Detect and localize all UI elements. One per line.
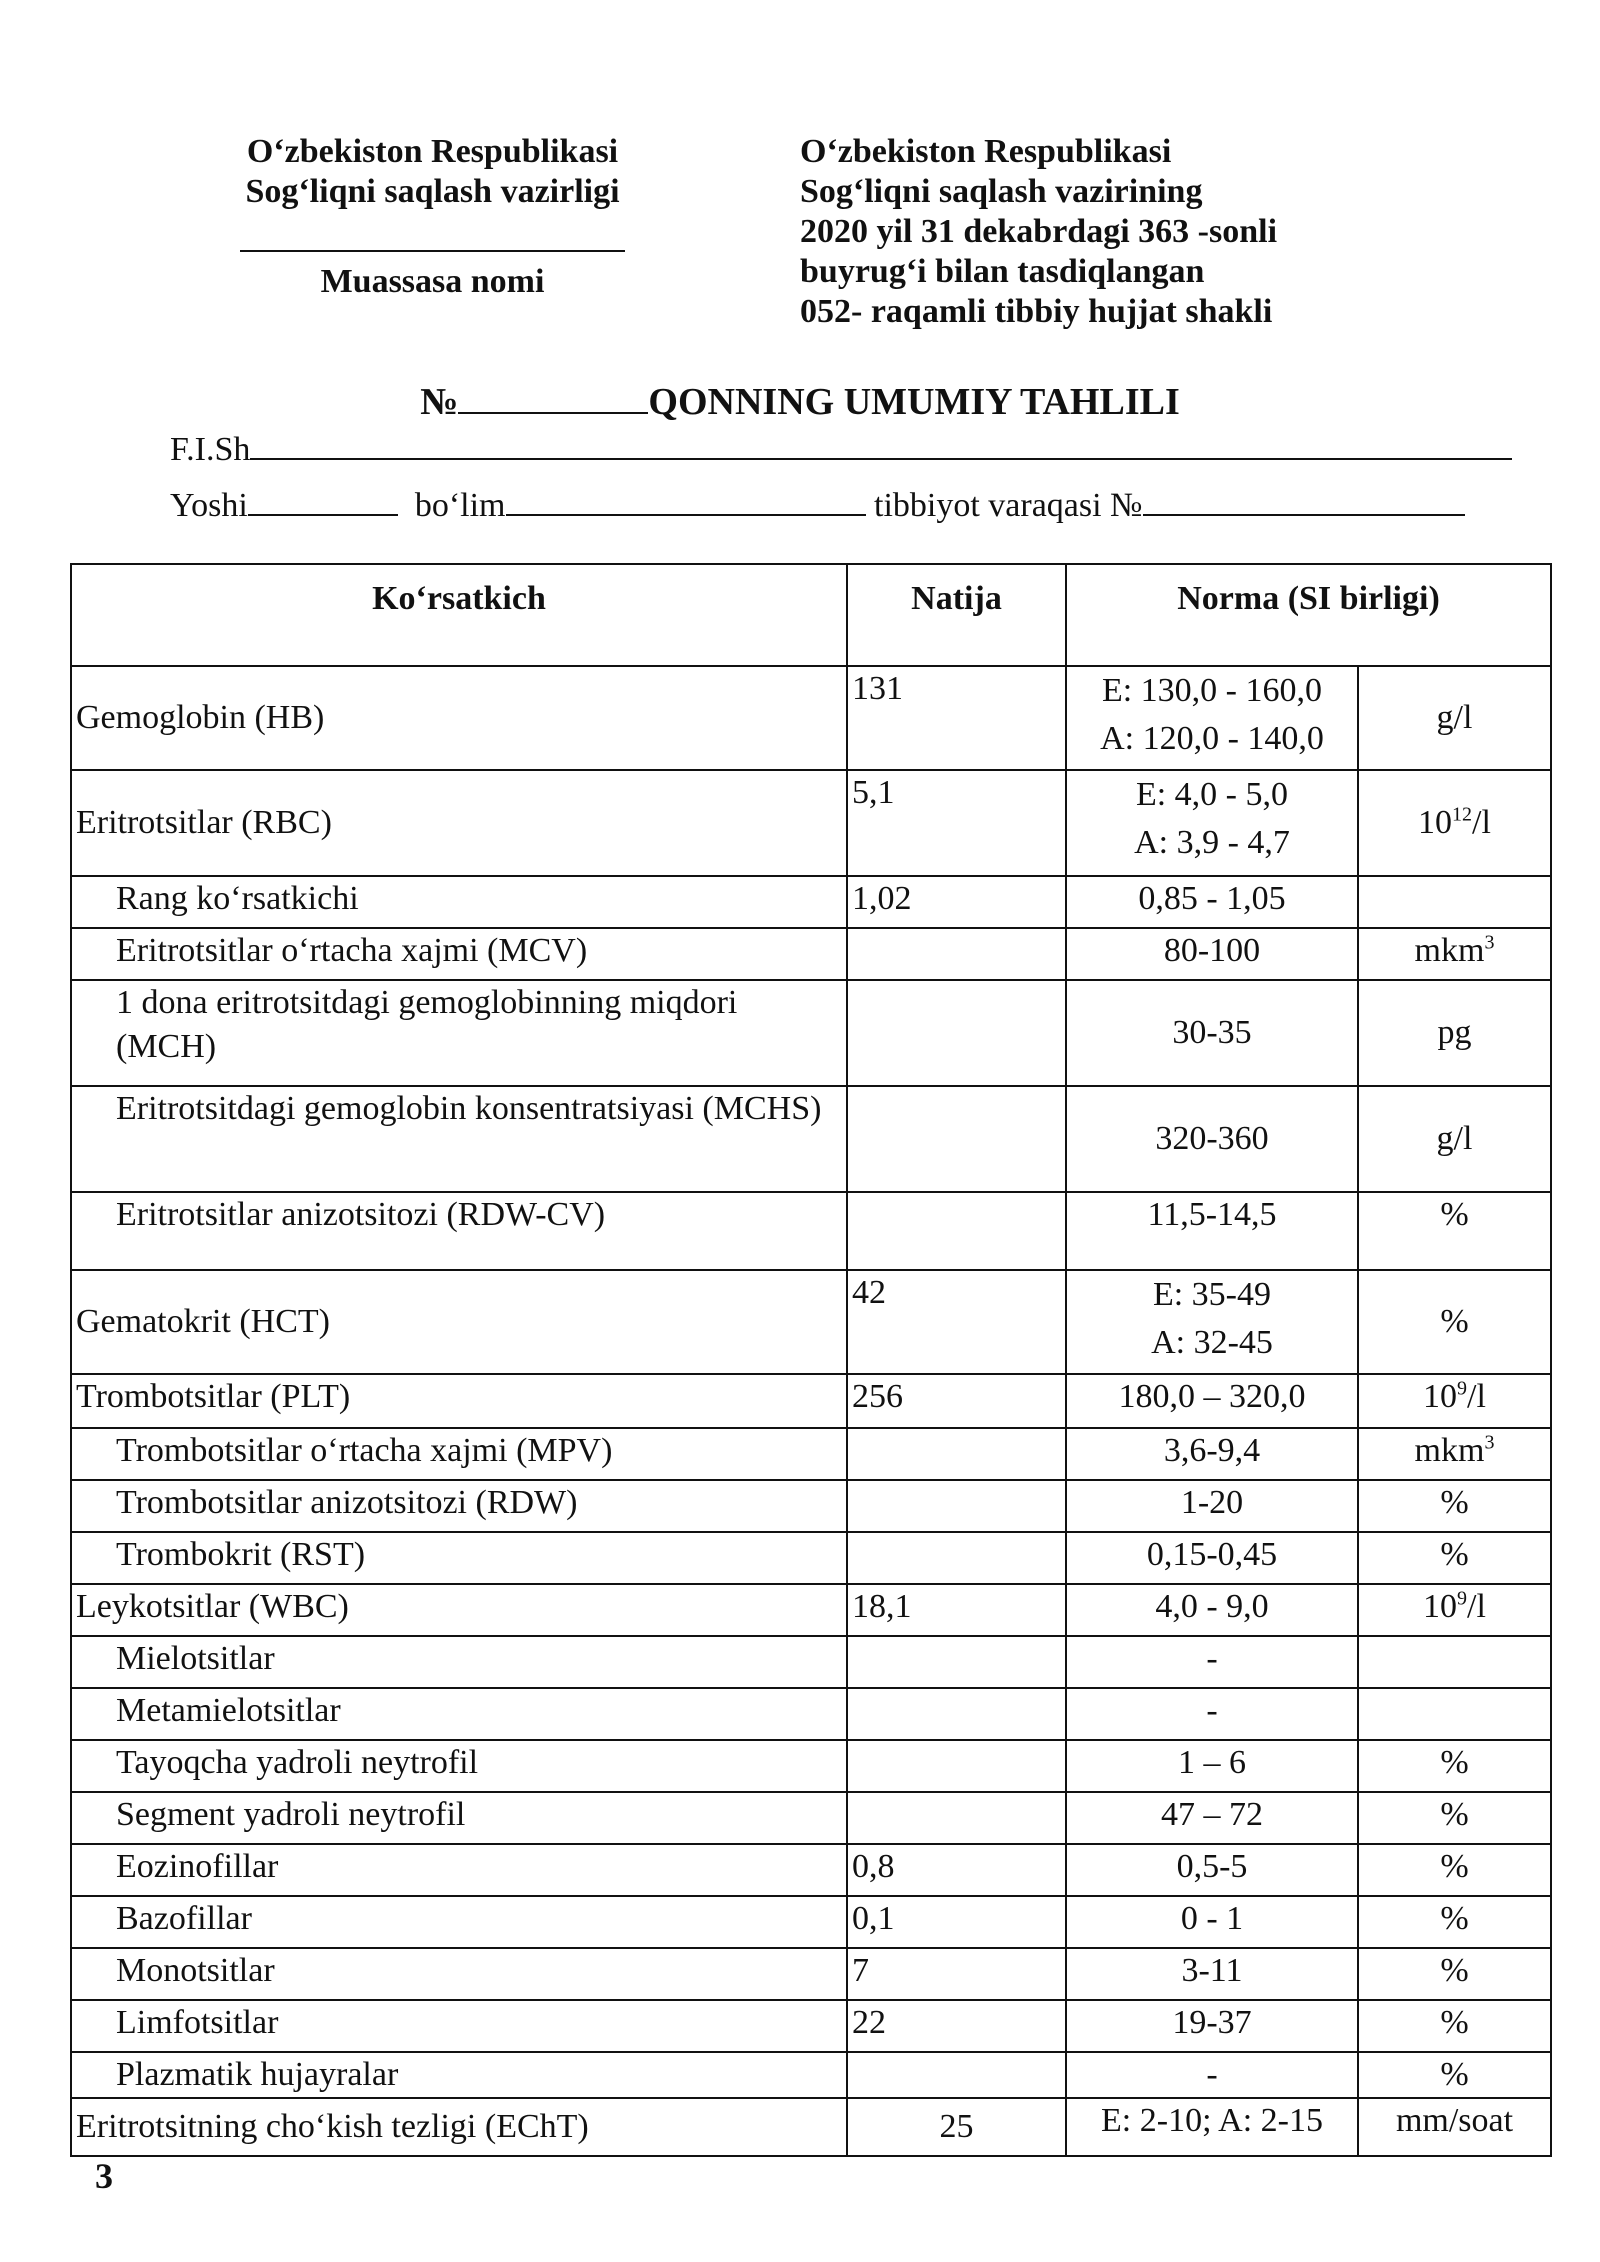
- unit-text: g/l: [1436, 1120, 1473, 1157]
- institution-name-blank[interactable]: [240, 250, 625, 252]
- record-number-blank[interactable]: [1143, 484, 1465, 516]
- result-cell[interactable]: 18,1: [847, 1584, 1066, 1636]
- table-row: [71, 1636, 1551, 1688]
- indicator-cell: Plazmatik hujayralar: [71, 2052, 847, 2098]
- norm-cell: [1066, 1270, 1358, 1374]
- result-cell[interactable]: [847, 1480, 1066, 1532]
- result-cell[interactable]: 1,02: [847, 876, 1066, 928]
- indicator-cell: Bazofillar: [71, 1896, 847, 1948]
- norm-cell: -: [1066, 2052, 1358, 2098]
- unit-cell: [1358, 1740, 1551, 1792]
- institution-name-label: Muassasa nomi: [320, 263, 545, 300]
- table-row: [71, 1192, 1551, 1270]
- result-cell[interactable]: [847, 1192, 1066, 1270]
- analysis-number-blank[interactable]: [458, 382, 648, 414]
- indicator-cell: Monotsitlar: [71, 1948, 847, 2000]
- unit-text: %: [1440, 2056, 1469, 2093]
- table-row: [71, 980, 1551, 1086]
- header-indicator: Ko‘rsatkich: [71, 564, 847, 666]
- norm-cell: 4,0 - 9,0: [1066, 1584, 1358, 1636]
- norm-cell: 1-20: [1066, 1480, 1358, 1532]
- unit-cell: [1358, 1480, 1551, 1532]
- norm-cell: 3-11: [1066, 1948, 1358, 2000]
- indicator-cell: Rang ko‘rsatkichi: [71, 876, 847, 928]
- table-row: [71, 1740, 1551, 1792]
- indicator-cell: Trombotsitlar o‘rtacha xajmi (MPV): [71, 1428, 847, 1480]
- norm-cell: 320-360: [1066, 1086, 1358, 1192]
- norm-cell: 11,5-14,5: [1066, 1192, 1358, 1270]
- result-cell[interactable]: 131: [847, 666, 1066, 770]
- unit-cell: [1358, 2000, 1551, 2052]
- unit-exponent: 3: [1484, 1431, 1495, 1454]
- unit-text: %: [1440, 1796, 1469, 1833]
- number-sign: №: [420, 381, 459, 423]
- norm-male: E: 35-49: [1152, 1276, 1272, 1313]
- norm-female: A: 3,9 - 4,7: [1134, 824, 1290, 861]
- unit-text: 10: [1423, 1588, 1458, 1625]
- department-label: bo‘lim: [414, 487, 506, 524]
- header-result: Natija: [847, 564, 1066, 666]
- table-row: [71, 1270, 1551, 1374]
- table-row: [71, 1374, 1551, 1428]
- norm-cell: 80-100: [1066, 928, 1358, 980]
- result-cell[interactable]: [847, 980, 1066, 1086]
- unit-exponent: 9: [1457, 1377, 1468, 1400]
- patient-details-line: [170, 484, 1465, 526]
- indicator-cell: Eozinofillar: [71, 1844, 847, 1896]
- table-row: [71, 1584, 1551, 1636]
- norm-cell: E: 2-10; A: 2-15: [1066, 2098, 1358, 2156]
- norm-cell: [1066, 770, 1358, 876]
- norm-cell: 47 – 72: [1066, 1792, 1358, 1844]
- result-cell[interactable]: [847, 1532, 1066, 1584]
- indicator-cell: Eritrotsitlar anizotsitozi (RDW-CV): [71, 1192, 847, 1270]
- unit-tail: /l: [1467, 1378, 1486, 1415]
- table-row: [71, 928, 1551, 980]
- table-row: [71, 876, 1551, 928]
- unit-text: mkm: [1414, 932, 1485, 969]
- approval-line-5: 052- raqamli tibbiy hujjat shakli: [800, 293, 1273, 330]
- unit-cell: [1358, 1532, 1551, 1584]
- unit-text: 10: [1423, 1378, 1458, 1415]
- unit-tail: /l: [1467, 1588, 1486, 1625]
- indicator-cell: Trombotsitlar (PLT): [71, 1374, 847, 1428]
- norm-cell: -: [1066, 1636, 1358, 1688]
- result-cell[interactable]: [847, 1428, 1066, 1480]
- unit-cell: [1358, 1636, 1551, 1688]
- result-cell[interactable]: 0,8: [847, 1844, 1066, 1896]
- norm-female: A: 120,0 - 140,0: [1100, 720, 1324, 757]
- unit-text: %: [1440, 2004, 1469, 2041]
- table-row: [71, 2000, 1551, 2052]
- norm-male: E: 130,0 - 160,0: [1101, 672, 1323, 709]
- norm-cell: 0,85 - 1,05: [1066, 876, 1358, 928]
- ministry-name: Sog‘liqni saqlash vazirligi: [245, 173, 620, 210]
- norm-cell: [1066, 666, 1358, 770]
- unit-text: %: [1440, 1196, 1469, 1233]
- unit-text: 10: [1418, 804, 1453, 841]
- indicator-cell: Eritrotsitlar (RBC): [71, 770, 847, 876]
- indicator-cell: Tayoqcha yadroli neytrofil: [71, 1740, 847, 1792]
- table-row: [71, 2052, 1551, 2098]
- table-row: [71, 1480, 1551, 1532]
- unit-cell: [1358, 1428, 1551, 1480]
- result-cell[interactable]: 22: [847, 2000, 1066, 2052]
- indicator-cell: Mielotsitlar: [71, 1636, 847, 1688]
- unit-exponent: 12: [1452, 803, 1473, 826]
- unit-cell: [1358, 770, 1551, 876]
- result-cell[interactable]: 25: [847, 2098, 1066, 2156]
- document-title: [0, 380, 1600, 424]
- unit-text: %: [1440, 1484, 1469, 1521]
- result-cell[interactable]: [847, 2052, 1066, 2098]
- table-row: [71, 1896, 1551, 1948]
- result-cell[interactable]: 5,1: [847, 770, 1066, 876]
- unit-cell: [1358, 1584, 1551, 1636]
- table-row: [71, 770, 1551, 876]
- result-cell[interactable]: [847, 1740, 1066, 1792]
- patient-name-label: F.I.Sh: [170, 431, 251, 468]
- norm-cell: 180,0 – 320,0: [1066, 1374, 1358, 1428]
- indicator-cell: Metamielotsitlar: [71, 1688, 847, 1740]
- ministry-country: O‘zbekiston Respublikasi: [246, 133, 619, 170]
- table-row: [71, 666, 1551, 770]
- result-cell[interactable]: [847, 928, 1066, 980]
- unit-cell: [1358, 2052, 1551, 2098]
- norm-cell: 0,5-5: [1066, 1844, 1358, 1896]
- unit-cell: [1358, 980, 1551, 1086]
- unit-cell: [1358, 1192, 1551, 1270]
- unit-text: %: [1440, 1744, 1469, 1781]
- norm-male: E: 4,0 - 5,0: [1135, 776, 1289, 813]
- record-label: tibbiyot varaqasi №: [874, 487, 1143, 524]
- unit-cell: [1358, 1844, 1551, 1896]
- norm-cell: 30-35: [1066, 980, 1358, 1086]
- norm-cell: -: [1066, 1688, 1358, 1740]
- norm-cell: 3,6-9,4: [1066, 1428, 1358, 1480]
- indicator-cell: 1 dona eritrotsitdagi gemoglobinning miqdori (MCH): [71, 980, 847, 1086]
- approval-line-3: 2020 yil 31 dekabrdagi 363 -sonli: [800, 213, 1278, 250]
- norm-cell: 0 - 1: [1066, 1896, 1358, 1948]
- norm-cell: 19-37: [1066, 2000, 1358, 2052]
- indicator-cell: Limfotsitlar: [71, 2000, 847, 2052]
- unit-exponent: 9: [1457, 1587, 1468, 1610]
- table-row: [71, 1948, 1551, 2000]
- norm-cell: 0,15-0,45: [1066, 1532, 1358, 1584]
- indicator-cell: Eritrotsitdagi gemoglobin konsentratsiyasi (MCHS): [71, 1086, 847, 1192]
- indicator-cell: Trombotsitlar anizotsitozi (RDW): [71, 1480, 847, 1532]
- unit-cell: [1358, 1086, 1551, 1192]
- result-cell[interactable]: [847, 1792, 1066, 1844]
- result-cell[interactable]: [847, 1636, 1066, 1688]
- unit-cell: [1358, 2098, 1551, 2156]
- indicator-cell: Eritrotsitning cho‘kish tezligi (EChT): [71, 2098, 847, 2156]
- approval-line-2: Sog‘liqni saqlash vazirining: [800, 173, 1203, 210]
- table-row: [71, 1428, 1551, 1480]
- patient-name-blank[interactable]: [250, 428, 1512, 460]
- unit-cell: [1358, 666, 1551, 770]
- result-cell[interactable]: 42: [847, 1270, 1066, 1374]
- unit-cell: [1358, 1688, 1551, 1740]
- table-header-row: [71, 564, 1551, 666]
- indicator-cell: Gematokrit (HCT): [71, 1270, 847, 1374]
- unit-cell: [1358, 1792, 1551, 1844]
- table-row: [71, 1792, 1551, 1844]
- approval-line-1: O‘zbekiston Respublikasi: [800, 133, 1172, 170]
- result-cell[interactable]: 0,1: [847, 1896, 1066, 1948]
- table-row: [71, 1086, 1551, 1192]
- unit-text: pg: [1437, 1014, 1472, 1051]
- unit-cell: [1358, 876, 1551, 928]
- blood-analysis-table: [70, 563, 1552, 2157]
- result-cell[interactable]: [847, 1688, 1066, 1740]
- table-row: [71, 1688, 1551, 1740]
- indicator-cell: Trombokrit (RST): [71, 1532, 847, 1584]
- result-cell[interactable]: 256: [847, 1374, 1066, 1428]
- header-approval-block: [800, 132, 1520, 332]
- unit-cell: [1358, 1374, 1551, 1428]
- unit-text: g/l: [1436, 699, 1473, 736]
- department-blank[interactable]: [506, 484, 866, 516]
- title-text: QONNING UMUMIY TAHLILI: [648, 381, 1180, 423]
- age-label: Yoshi: [170, 487, 248, 524]
- norm-female: A: 32-45: [1151, 1324, 1273, 1361]
- unit-text: %: [1440, 1952, 1469, 1989]
- unit-tail: /l: [1472, 804, 1491, 841]
- unit-cell: [1358, 928, 1551, 980]
- age-blank[interactable]: [248, 484, 398, 516]
- indicator-cell: Eritrotsitlar o‘rtacha xajmi (MCV): [71, 928, 847, 980]
- unit-cell: [1358, 1948, 1551, 2000]
- table-row: [71, 1844, 1551, 1896]
- unit-exponent: 3: [1484, 931, 1495, 954]
- page-number: 3: [95, 2156, 113, 2196]
- unit-cell: [1358, 1270, 1551, 1374]
- result-cell[interactable]: 7: [847, 1948, 1066, 2000]
- result-cell[interactable]: [847, 1086, 1066, 1192]
- indicator-cell: Leykotsitlar (WBC): [71, 1584, 847, 1636]
- table-row: [71, 1532, 1551, 1584]
- unit-text: %: [1440, 1536, 1469, 1573]
- unit-text: mm/soat: [1395, 2102, 1514, 2139]
- unit-text: %: [1440, 1848, 1469, 1885]
- indicator-cell: Gemoglobin (HB): [71, 666, 847, 770]
- approval-line-4: buyrug‘i bilan tasdiqlangan: [800, 253, 1205, 290]
- header-ministry-block: [240, 132, 625, 302]
- header-norm: Norma (SI birligi): [1066, 564, 1551, 666]
- norm-cell: 1 – 6: [1066, 1740, 1358, 1792]
- table-row: [71, 2098, 1551, 2156]
- unit-text: mkm: [1414, 1432, 1485, 1469]
- unit-cell: [1358, 1896, 1551, 1948]
- unit-text: %: [1440, 1303, 1469, 1340]
- indicator-cell: Segment yadroli neytrofil: [71, 1792, 847, 1844]
- patient-name-line: [170, 428, 1512, 470]
- unit-text: %: [1440, 1900, 1469, 1937]
